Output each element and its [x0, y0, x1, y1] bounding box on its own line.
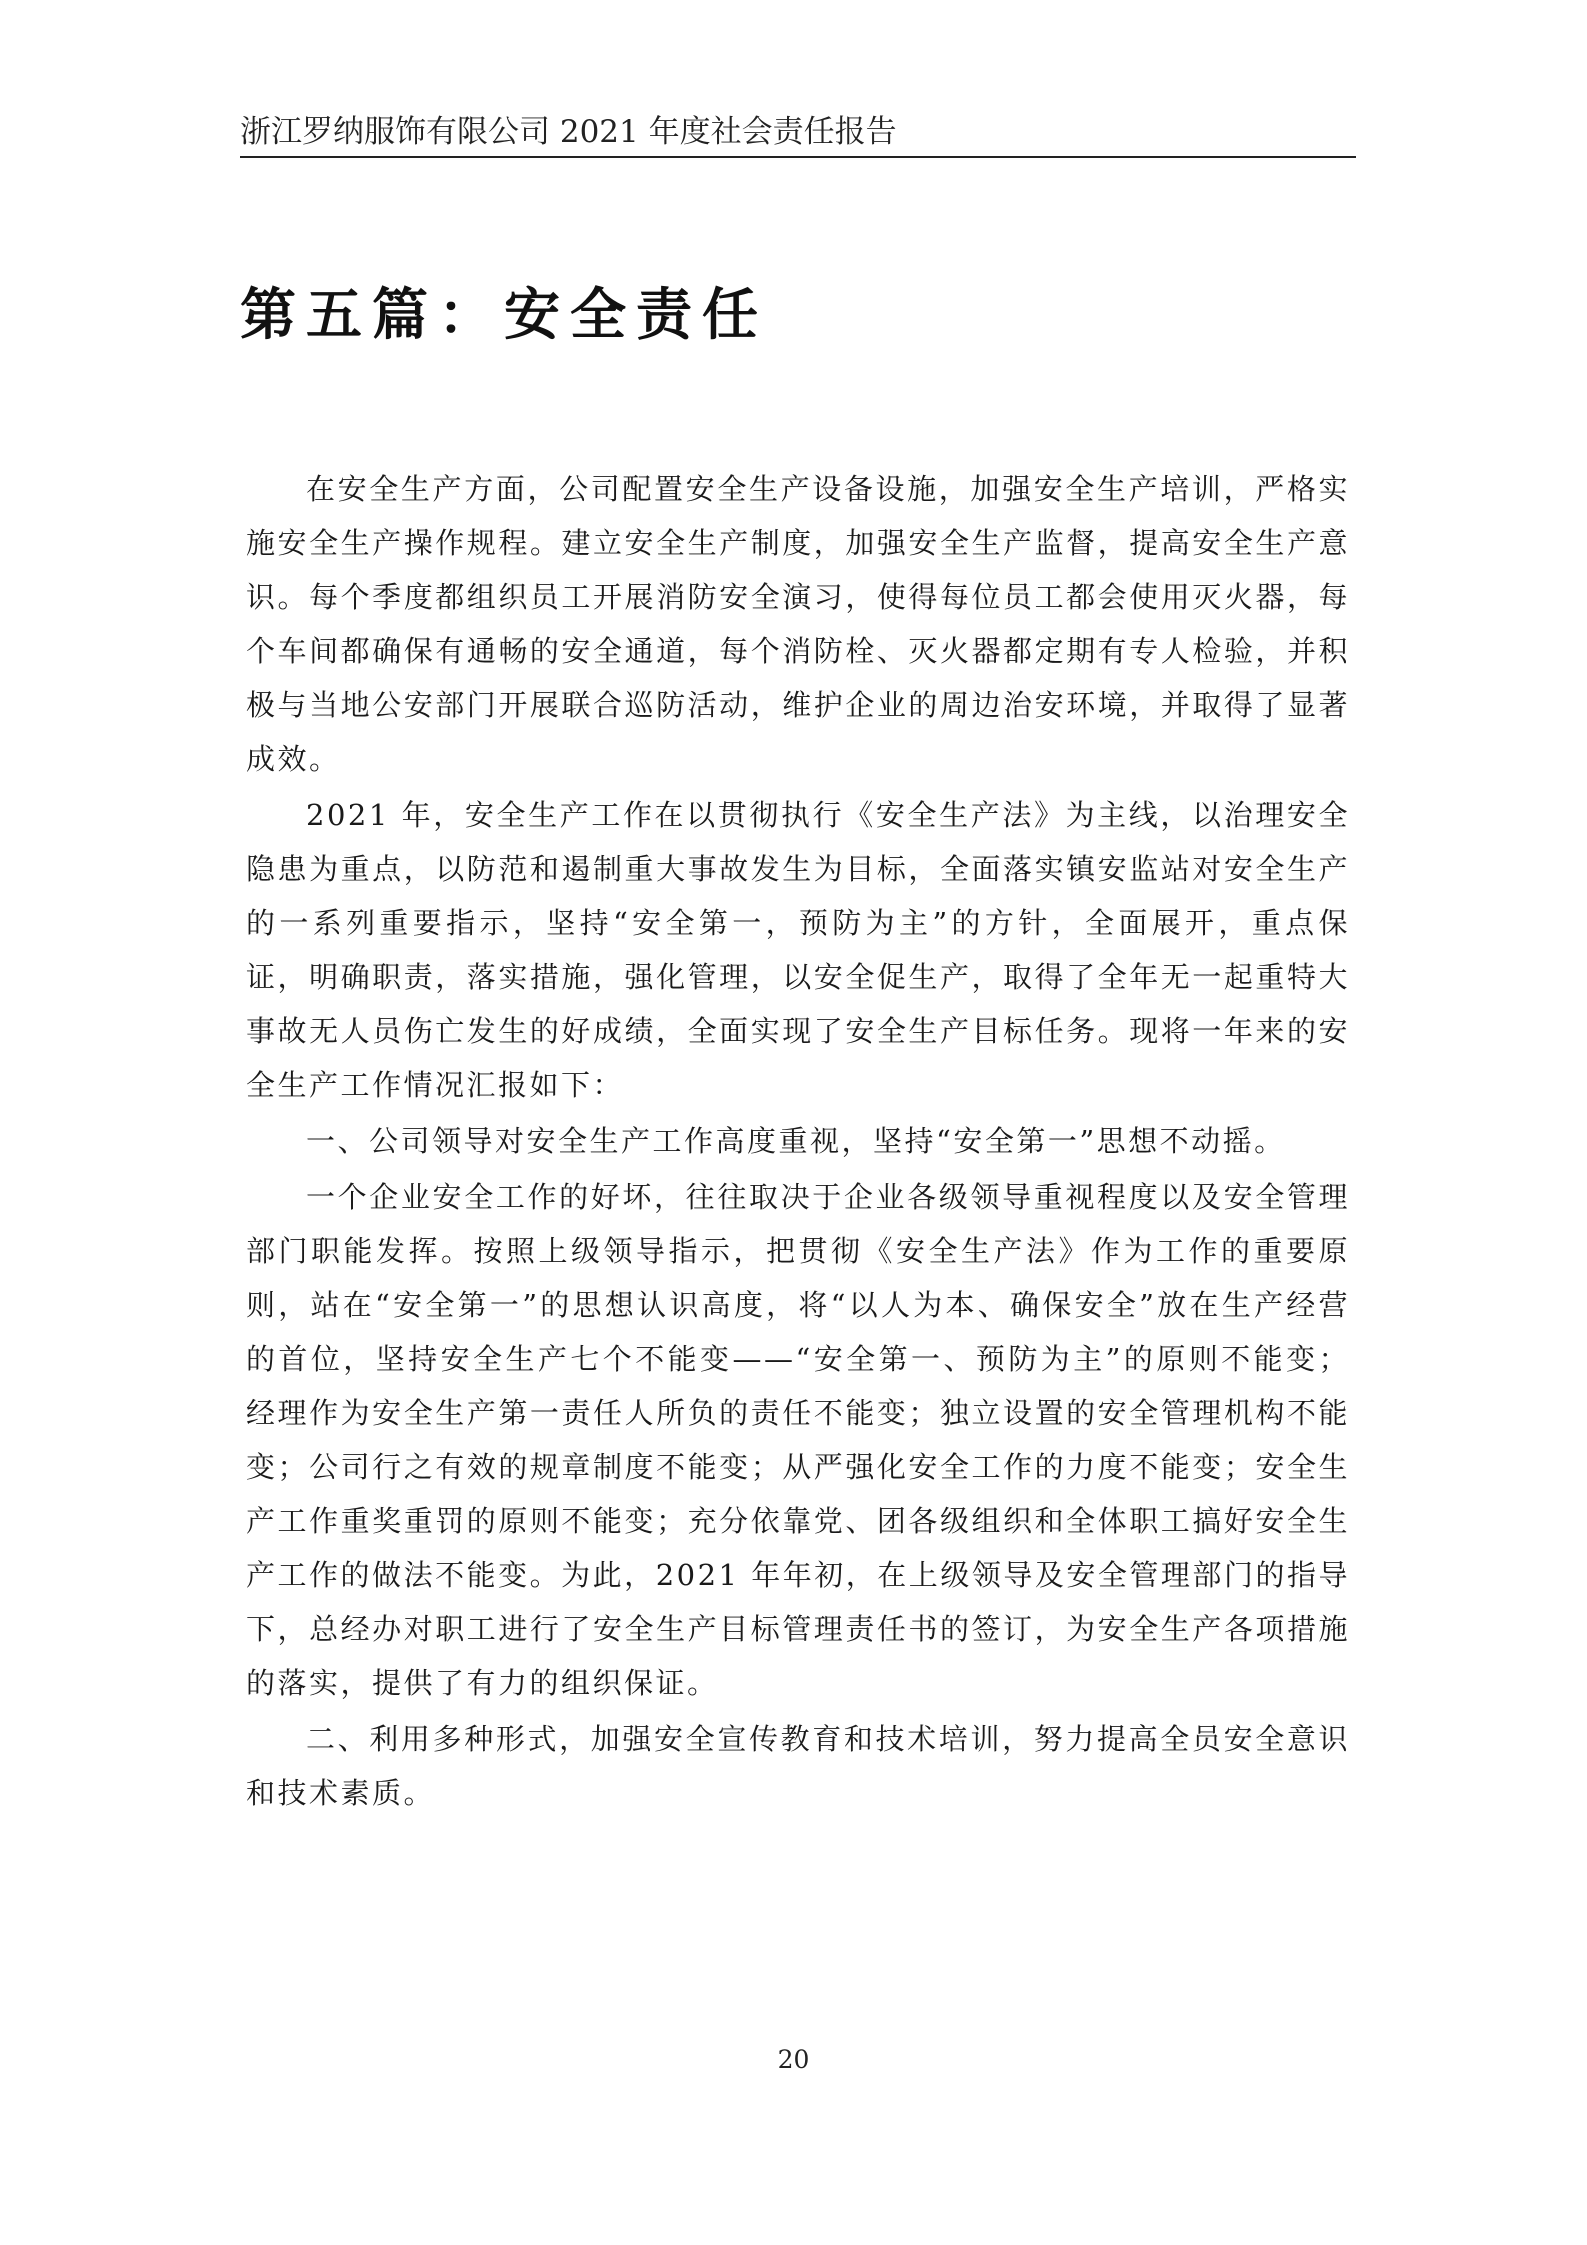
paragraph-2021-summary: 2021 年，安全生产工作在以贯彻执行《安全生产法》为主线，以治理安全隐患为重点，以防范和遏制重大事故发生为目标，全面落实镇安监站对安全生产的一系列重要指示，坚持“安全第一，预防为主”的方针，全面展开，重点保证，明确职责，落实措施，强化管理，以安全促生产，取得了全年无一起重特大事故无人员伤亡发生的好成绩，全面实现了安全生产目标任务。现将一年来的安全生产工作情况汇报如下：: [246, 798, 1350, 1102]
section-heading-1: 一、公司领导对安全生产工作高度重视，坚持“安全第一”思想不动摇。: [306, 1124, 1286, 1158]
section-heading-2: 二、利用多种形式，加强安全宣传教育和技术培训，努力提高全员安全意识和技术素质。: [246, 1722, 1350, 1810]
chapter-title: 第五篇：安全责任: [240, 282, 768, 348]
paragraph-safety-production: 在安全生产方面，公司配置安全生产设备设施，加强安全生产培训，严格实施安全生产操作规程。建立安全生产制度，加强安全生产监督，提高安全生产意识。每个季度都组织员工开展消防安全演习，使得每位员工都会使用灭火器，每个车间都确保有通畅的安全通道，每个消防栓、灭火器都定期有专人检验，并积极与当地公安部门开展联合巡防活动，维护企业的周边治安环境，并取得了显著成效。: [246, 472, 1350, 776]
body-text: [246, 462, 1350, 1822]
header-title: 浙江罗纳服饰有限公司 2021 年度社会责任报告: [240, 114, 897, 150]
page-header: [240, 112, 1356, 158]
paragraph-leadership: 一个企业安全工作的好坏，往往取决于企业各级领导重视程度以及安全管理部门职能发挥。按照上级领导指示，把贯彻《安全生产法》作为工作的重要原则，站在“安全第一”的思想认识高度，将“以人为本、确保安全”放在生产经营的首位，坚持安全生产七个不能变——“安全第一、预防为主”的原则不能变；经理作为安全生产第一责任人所负的责任不能变；独立设置的安全管理机构不能变；公司行之有效的规章制度不能变；从严强化安全工作的力度不能变；安全生产工作重奖重罚的原则不能变；充分依靠党、团各级组织和全体职工搞好安全生产工作的做法不能变。为此，2021 年年初，在上级领导及安全管理部门的指导下，总经办对职工进行了安全生产目标管理责任书的签订，为安全生产各项措施的落实，提供了有力的组织保证。: [246, 1180, 1350, 1700]
page-number: 20: [777, 2045, 810, 2074]
